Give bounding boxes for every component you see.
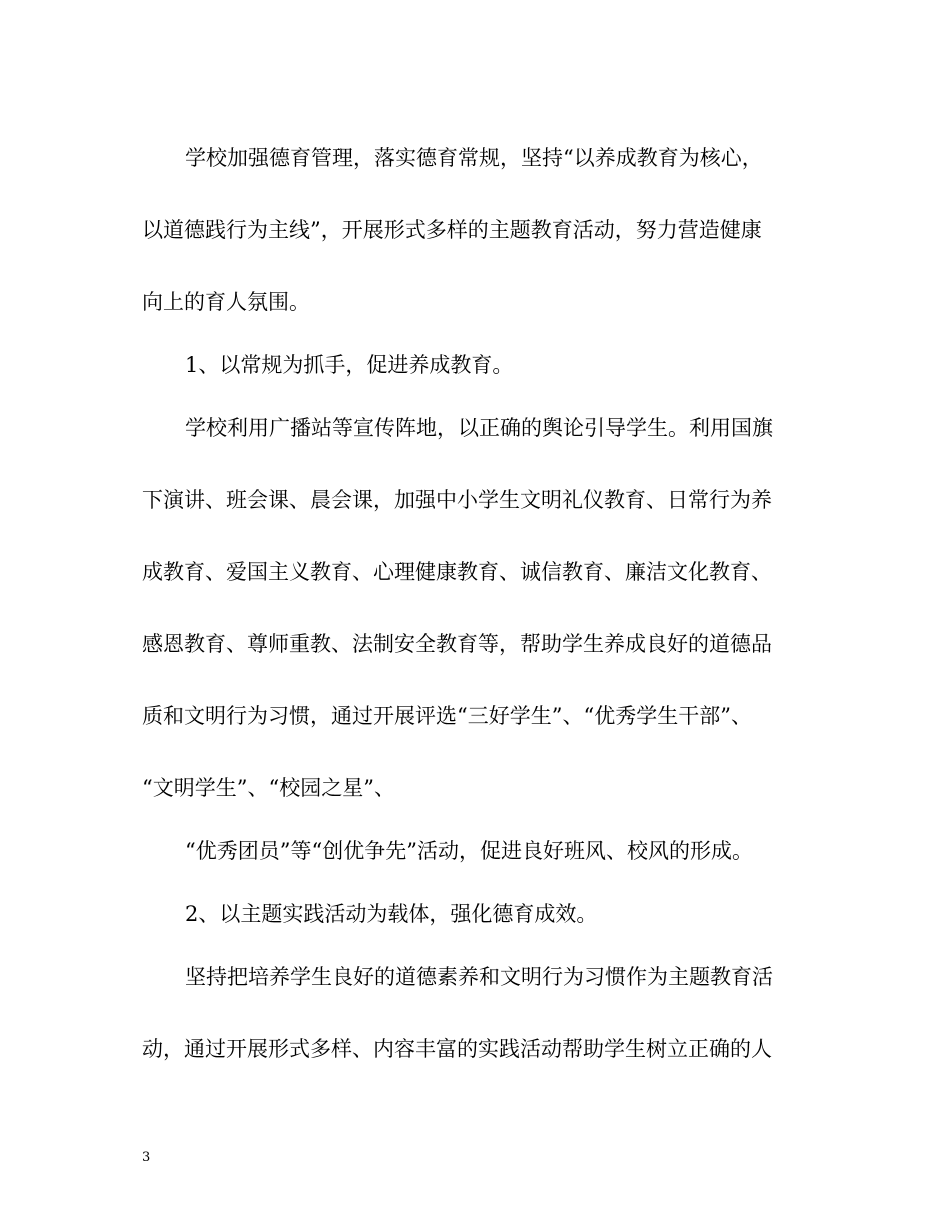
paragraph-line: 动，通过开展形式多样、内容丰富的实践活动帮助学生树立正确的人 <box>142 1037 772 1061</box>
paragraph-line: 以道德践行为主线”，开展形式多样的主题教育活动，努力营造健康 <box>142 218 762 242</box>
paragraph-line: 感恩教育、尊师重教、法制安全教育等，帮助学生养成良好的道德品 <box>142 632 772 656</box>
paragraph-line: “优秀团员”等“创优争先”活动，促进良好班风、校风的形成。 <box>185 839 753 863</box>
page-number: 3 <box>142 1150 151 1165</box>
paragraph-line: 成教育、爱国主义教育、心理健康教育、诚信教育、廉洁文化教育、 <box>142 560 772 584</box>
paragraph-line: 学校利用广播站等宣传阵地，以正确的舆论引导学生。利用国旗 <box>185 416 773 440</box>
section-heading: 1、以常规为抓手，促进养成教育。 <box>185 353 514 377</box>
paragraph-line: 向上的育人氛围。 <box>142 290 310 314</box>
paragraph-line: 学校加强德育管理，落实德育常规，坚持“以养成教育为核心， <box>185 146 763 170</box>
section-heading: 2、以主题实践活动为载体，强化德育成效。 <box>185 902 598 926</box>
paragraph-line: 下演讲、班会课、晨会课，加强中小学生文明礼仪教育、日常行为养 <box>142 488 772 512</box>
paragraph-line: “文明学生”、“校园之星”、 <box>142 776 395 800</box>
paragraph-line: 坚持把培养学生良好的道德素养和文明行为习惯作为主题教育活 <box>185 965 773 989</box>
paragraph-line: 质和文明行为习惯，通过开展评选“三好学生”、“优秀学生干部”、 <box>142 704 752 728</box>
